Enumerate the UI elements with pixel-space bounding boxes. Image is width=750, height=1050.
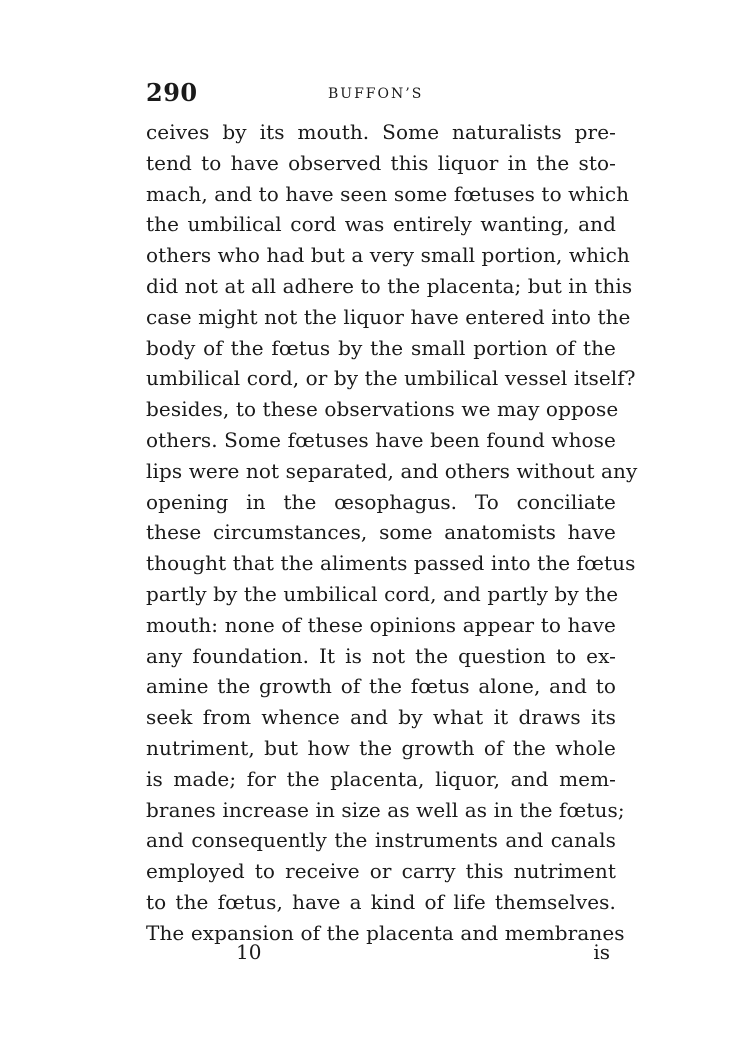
text-line: others. Some fœtuses have been found whose <box>146 427 616 452</box>
text-line: mach, and to have seen some fœtuses to which <box>146 181 630 206</box>
text-line: and consequently the instruments and canals <box>146 828 616 853</box>
page-number: 290 <box>146 78 198 107</box>
text-line: these circumstances, some anatomists have <box>146 520 616 545</box>
text-line: employed to receive or carry this nutriment <box>146 859 616 884</box>
text-line: amine the growth of the fœtus alone, and to <box>146 674 616 699</box>
text-line: others who had but a very small portion, which <box>146 243 630 268</box>
signature-mark: 10 <box>236 940 262 964</box>
text-line: The expansion of the placenta and membranes <box>146 920 625 945</box>
text-line: besides, to these observations we may oppose <box>146 397 619 422</box>
text-line: umbilical cord, or by the umbilical vessel itself? <box>146 366 636 391</box>
text-line: did not at all adhere to the placenta; but in this <box>146 273 633 298</box>
text-line: partly by the umbilical cord, and partly by the <box>146 581 619 606</box>
text-line: case might not the liquor have entered into the <box>146 304 631 329</box>
text-line: ceives by its mouth. Some naturalists pre- <box>146 120 616 144</box>
text-line: the umbilical cord was entirely wanting, and <box>146 212 616 237</box>
text-line: body of the fœtus by the small portion of the <box>146 335 616 360</box>
page-footer <box>146 940 616 970</box>
running-head: BUFFON’S <box>328 86 424 102</box>
body-text <box>146 117 638 949</box>
text-line: is made; for the placenta, liquor, and mem- <box>146 766 616 791</box>
text-line: opening in the œsophagus. To conciliate <box>146 489 616 514</box>
text-line: seek from whence and by what it draws its <box>146 705 616 730</box>
text-line: to the fœtus, have a kind of life themselves. <box>146 889 616 914</box>
text-line: thought that the aliments passed into the fœtus <box>146 551 636 576</box>
page-header <box>146 78 616 112</box>
text-line: lips were not separated, and others without any <box>146 458 638 483</box>
text-line: nutriment, but how the growth of the whole <box>146 735 616 760</box>
text-line: branes increase in size as well as in the fœtus; <box>146 797 625 822</box>
text-line: any foundation. It is not the question to ex- <box>146 643 616 668</box>
text-line: tend to have observed this liquor in the sto- <box>146 150 616 175</box>
text-line: mouth: none of these opinions appear to have <box>146 612 616 637</box>
catchword: is <box>593 940 610 964</box>
